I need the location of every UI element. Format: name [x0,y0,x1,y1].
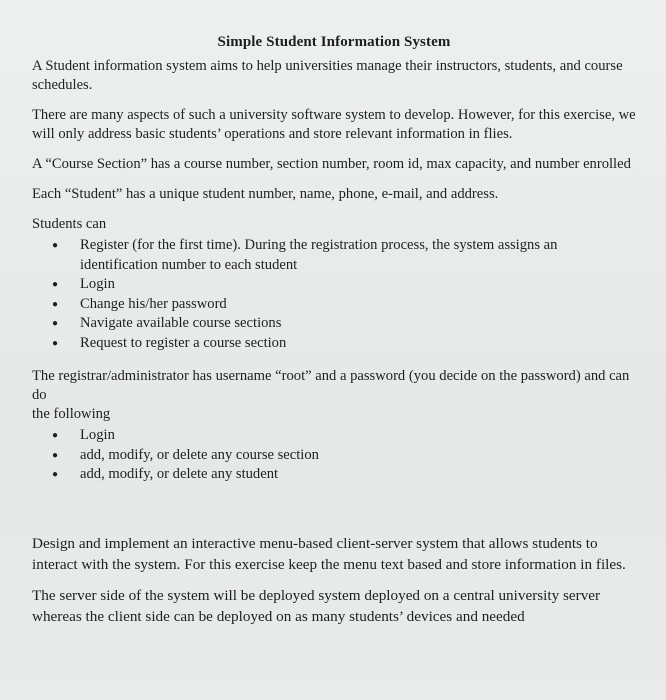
document-title: Simple Student Information System [217,34,451,50]
admin-intro-text: The registrar/administrator has username “root” and a password (you decide on the password) and can do [32,368,630,403]
list-item: ● Register (for the first time). During the registration process, the system assigns an identification number to each student [48,236,636,275]
student-actions-list [32,236,636,353]
list-item: ● Login [48,426,636,446]
admin-following-text: the following [32,406,111,422]
course-section-paragraph: A “Course Section” has a course number, section number, room id, max capacity, and number enrolled [32,156,631,172]
admin-actions-list [32,426,636,485]
server-paragraph: The server side of the system will be deployed system deployed on a central university server whereas the client side can be deployed on as many students’ devices and needed [32,586,601,625]
intro-paragraph: A Student information system aims to help universities manage their instructors, students, and course schedules. [32,58,623,93]
aspects-paragraph: There are many aspects of such a university software system to develop. However, for this exercise, we will only address basic students’ operations and store relevant information in flies. [32,107,636,142]
list-item: ● Login [48,275,636,295]
list-item: ● Request to register a course section [48,334,636,354]
section-gap [32,499,636,533]
list-item: ● add, modify, or delete any student [48,465,636,485]
design-paragraph: Design and implement an interactive menu-based client-server system that allows students to interact with the system. For this exercise keep the menu text based and store information in files. [32,534,626,573]
students-can-label: Students can [32,216,107,232]
list-item: ● Change his/her password [48,295,636,315]
list-item: ● add, modify, or delete any course section [48,446,636,466]
student-paragraph: Each “Student” has a unique student number, name, phone, e-mail, and address. [32,186,499,202]
admin-paragraph [32,367,636,424]
list-item: ● Navigate available course sections [48,314,636,334]
